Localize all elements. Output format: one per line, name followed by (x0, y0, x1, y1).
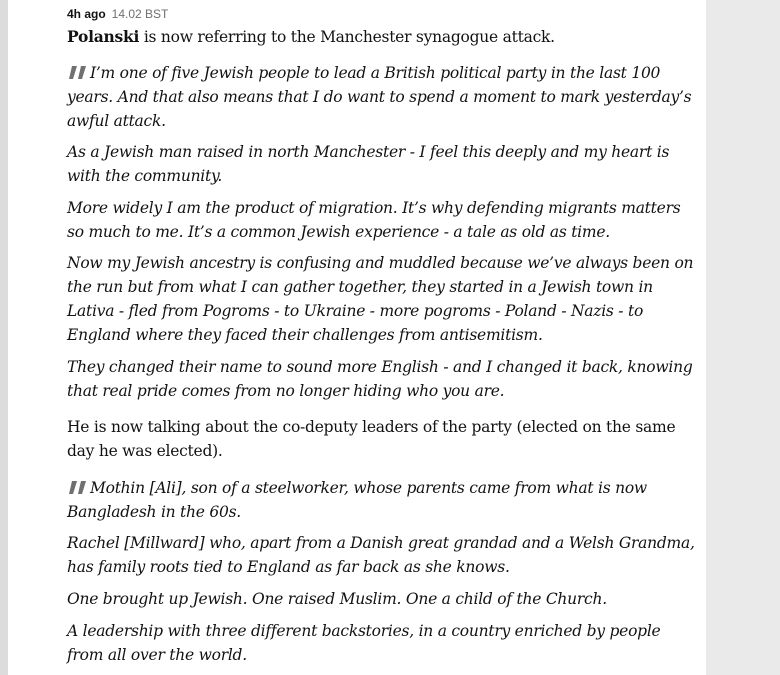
quote-text: A leadership with three different backstories, in a country enriched by people from all over the world. (67, 622, 661, 664)
quote-text: Now my Jewish ancestry is confusing and muddled because we’ve always been on the run but from what I can gather together, they started in a Jewish town in Lativa - fled from Pogroms - to Ukraine - more pogroms - Poland - Nazis - to England where they faced their challenges from antisemitism. (67, 254, 694, 344)
quote-text: They changed their name to sound more English - and I changed it back, knowing that real pride comes from no longer hiding who you are. (67, 358, 693, 400)
body-text: He is now talking about the co-deputy leaders of the party (elected on the same day he was elected). (67, 418, 676, 460)
quote-text: One brought up Jewish. One raised Muslim. One a child of the Church. (67, 590, 607, 608)
quote-paragraph (67, 476, 697, 524)
intro-paragraph (67, 25, 697, 49)
quote-text: Mothin [Ali], son of a steelworker, whose parents came from what is now Bangladesh in the 60s. (67, 479, 647, 521)
quote-paragraph (67, 196, 697, 244)
quote-text: Rachel [Millward] who, apart from a Danish great grandad and a Welsh Grandma, has family roots tied to England as far back as she knows. (67, 534, 695, 576)
quote-text: I’m one of five Jewish people to lead a British political party in the last 100 years. And that also means that I do want to spend a moment to mark yesterday’s awful attack. (67, 64, 692, 130)
quote-paragraph (67, 355, 697, 403)
quote-paragraph (67, 587, 697, 611)
body-paragraph (67, 415, 697, 463)
left-margin (0, 0, 8, 675)
quote-paragraph (67, 619, 697, 667)
quote-mark-icon (67, 62, 89, 76)
quote-paragraph (67, 61, 697, 133)
intro-text: is now referring to the Manchester synagogue attack. (139, 28, 555, 46)
time-ago-link[interactable]: 4h ago (67, 7, 106, 21)
quote-text: More widely I am the product of migration. It’s why defending migrants matters so much to me. It’s a common Jewish experience - a tale as old as time. (67, 199, 681, 241)
quote-paragraph (67, 531, 697, 579)
quote-mark-icon (67, 477, 89, 491)
quote-paragraph (67, 251, 697, 347)
live-blog-post (8, 0, 706, 675)
post-meta (67, 6, 168, 22)
timestamp: 14.02 BST (111, 7, 169, 21)
quote-text: As a Jewish man raised in north Manchester - I feel this deeply and my heart is with the community. (67, 143, 670, 185)
speaker-name: Polanski (67, 27, 140, 46)
quote-paragraph (67, 140, 697, 188)
right-gutter (706, 0, 780, 675)
